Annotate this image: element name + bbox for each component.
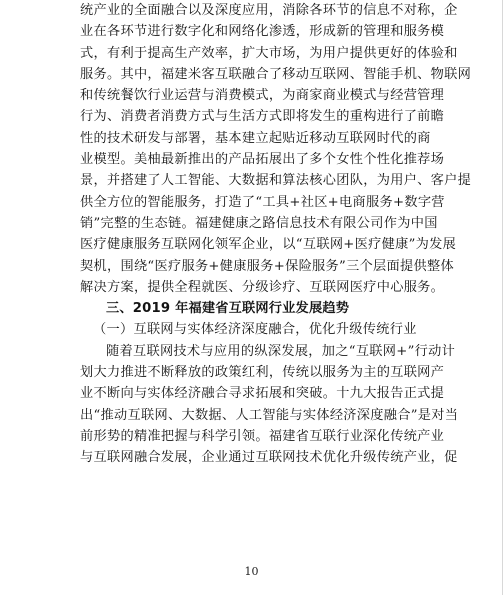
- section-heading: 三、2019 年福建省互联网行业发展趋势: [106, 301, 350, 317]
- text-line: 式，有利于提高生产效率，扩大市场，为用户提供更好的体验和: [80, 45, 458, 61]
- text-line: 服务。其中，福建米客互联融合了移动互联网、智能手机、物联网: [80, 66, 472, 82]
- text-line: 供全方位的智能服务，打造了“工具+社区+电商服务+数字营: [80, 194, 445, 210]
- text-line: 性的技术研发与部署，基本建立起贴近移动互联网时代的商: [80, 130, 431, 146]
- page-number: 10: [244, 565, 259, 578]
- text-line: 行为、消费者消费方式与生活方式即将发生的重构进行了前瞻: [80, 109, 445, 125]
- text-line: 划大力推进不断释放的政策红利，传统以服务为主的互联网产: [80, 365, 445, 381]
- text-line: 前形势的精准把握与科学引领。福建省互联行业深化传统产业: [80, 428, 445, 444]
- text-line: 业模型。美柚最新推出的产品拓展出了多个女性个性化推荐场: [80, 152, 445, 168]
- text-line: 和传统餐饮行业运营与消费模式，为商家商业模式与经营管理: [80, 88, 445, 104]
- text-line: 契机，围绕“医疗服务+健康服务+保险服务”三个层面提供整体: [80, 258, 454, 274]
- text-line: 业在各环节进行数字化和网络化渗透，形成新的管理和服务模: [80, 24, 445, 40]
- text-line: 与互联网融合发展，企业通过互联网技术优化升级传统产业，促: [80, 450, 458, 466]
- text-line: 解决方案，提供全程就医、分级诊疗、互联网医疗中心服务。: [80, 279, 445, 295]
- text-line: 随着互联网技术与应用的纵深发展，加之“互联网+”行动计: [106, 343, 456, 359]
- body-text: [80, 0, 472, 469]
- text-line: 业不断向与实体经济融合寻求拓展和突破。十九大报告正式提: [80, 386, 445, 402]
- text-line: 销”完整的生态链。福建健康之路信息技术有限公司作为中国: [80, 215, 438, 231]
- text-line: 景，并搭建了人工智能、大数据和算法核心团队，为用户、客户提: [80, 173, 472, 189]
- text-line: 出“推动互联网、大数据、人工智能与实体经济深度融合”是对当: [80, 407, 459, 423]
- text-line: 统产业的全面融合以及深度应用，消除各环节的信息不对称，企: [80, 3, 458, 18]
- text-line: 医疗健康服务互联网化领军企业，以“互联网+医疗健康”为发展: [80, 237, 457, 253]
- subsection-heading: （一）互联网与实体经济深度融合，优化升级传统行业: [93, 322, 417, 338]
